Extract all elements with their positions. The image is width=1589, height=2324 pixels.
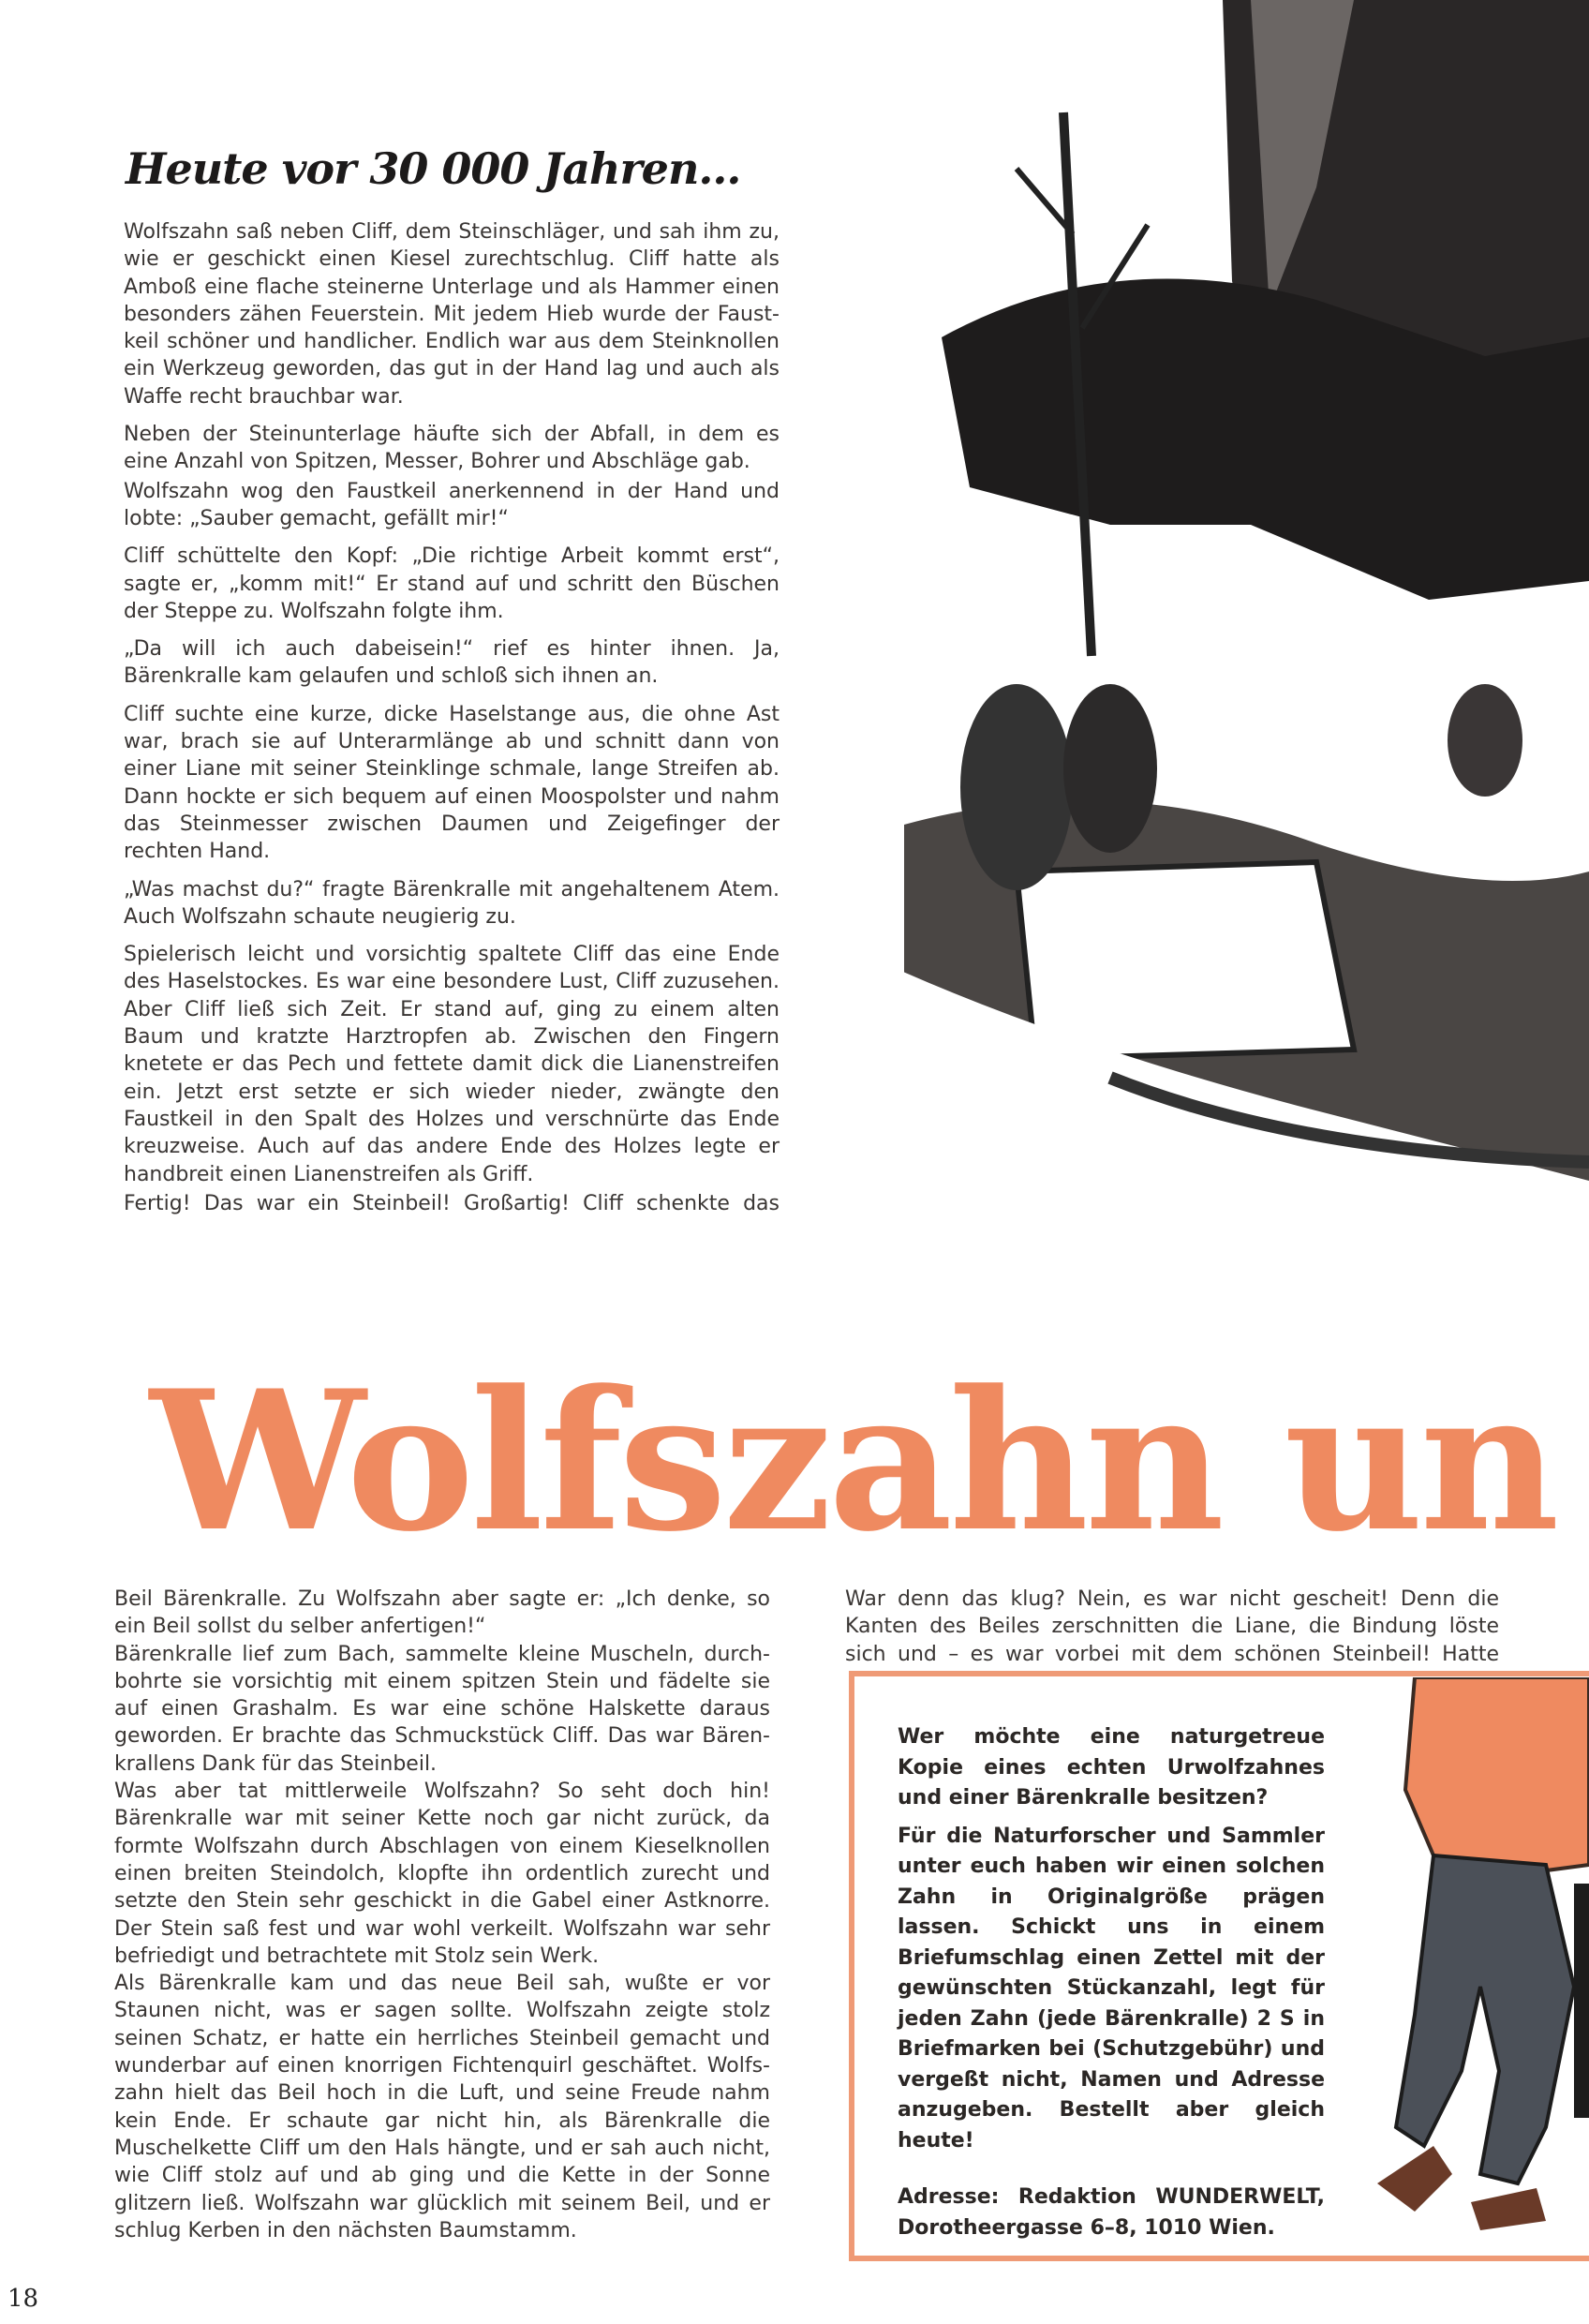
stone-age-illustration bbox=[829, 0, 1589, 1260]
paragraph: Bärenkralle lief zum Bach, sammelte kleine Muscheln, durchbohrte sie vorsichtig mit einem spitzen Stein und fädelte sie auf einen Grashalm. Es war eine schöne Halskette daraus geworden. Er brachte das Schmuckstück Cliff. Das war Bärenkrallens Dank für das Steinbeil. bbox=[114, 1642, 770, 1776]
story-headline: Wolfszahn un bbox=[150, 1349, 1556, 1574]
paragraph: Cliff suchte eine kurze, dicke Haselstange aus, die ohne Ast war, brach sie auf Unterarmlänge ab und schnitt dann von einer Liane mit seiner Steinklinge schmale, lange Streifen ab. Dann hockte er sich bequem auf einen Moospolster und nahm das Steinmesser zwischen Daumen und Zeigefinger der rechten Hand. bbox=[124, 702, 780, 864]
paragraph: Cliff schüttelte den Kopf: „Die richtige Arbeit kommt erst“, sagte er, „komm mit!“ Er stand auf und schritt den Büschen der Steppe zu. Wolfszahn folgte ihm. bbox=[124, 544, 780, 623]
paragraph: „Da will ich auch dabeisein!“ rief es hinter ihnen. Ja, Bärenkralle kam gelaufen und schloß sich ihnen an. bbox=[124, 637, 780, 689]
story-column-3 bbox=[845, 1586, 1499, 1668]
paragraph: War denn das klug? Nein, es war nicht gescheit! Denn die Kanten des Beiles zerschnitten die Liane, die Bindung löste sich und – es war vorbei mit dem schönen Steinbeil! Hatte bbox=[845, 1587, 1499, 1666]
walking-figure-illustration bbox=[1359, 1677, 1589, 2258]
offer-address: Adresse: Redaktion WUNDERWELT, Dorotheergasse 6–8, 1010 Wien. bbox=[898, 2185, 1325, 2240]
paragraph: Spielerisch leicht und vorsichtig spaltete Cliff das eine Ende des Haselstockes. Es war eine besondere Lust, Cliff zuzusehen. Aber Cliff ließ sich Zeit. Er stand auf, ging zu einem alten Baum und kratzte Harztropfen ab. Zwischen den Fingern knetete er das Pech und fettete damit dick die Lianenstreifen ein. Jetzt erst setzte er sich wieder nieder, zwängte den Faustkeil in den Spalt des Holzes und verschnürte das Ende kreuzweise. Auch auf das andere Ende des Holzes legte er handbreit einen Lianenstreifen als Griff. bbox=[124, 943, 780, 1186]
story-column-1 bbox=[124, 218, 780, 1228]
paragraph: Was aber tat mittlerweile Wolfszahn? So seht doch hin! Bärenkralle war mit seiner Kette noch gar nicht zurück, da formte Wolfszahn durch Abschlagen von einem Kieselknollen einen breiten Steindolch, klopfte ihn ordentlich zurecht und setzte den Stein sehr geschickt in die Gabel einer Astknorre. Der Stein saß fest und war wohl verkeilt. Wolfszahn war sehr befriedigt und betrachtete mit Stolz sein Werk. bbox=[114, 1780, 770, 1968]
offer-text bbox=[898, 1722, 1325, 2251]
paragraph: Als Bärenkralle kam und das neue Beil sah, wußte er vor Staunen nicht, was er sagen sollte. Wolfszahn zeigte stolz seinen Schatz, er hatte ein herrliches Steinbeil gemacht und wunderbar auf einen knorrigen Fichtenquirl geschäftet. Wolfszahn hielt das Beil hoch in die Luft, und seine Freude nahm kein Ende. Er schaute gar nicht hin, als Bärenkralle die Muschelkette Cliff um den Hals hängte, und er sah auch nicht, wie Cliff stolz auf und ab ging und die Kette in der Sonne glitzern ließ. Wolfszahn war glücklich mit seinem Beil, und er schlug Kerben in den nächsten Baumstamm. bbox=[114, 1972, 770, 2242]
paragraph: Wolfszahn wog den Faustkeil anerkennend in der Hand und lobte: „Sauber gemacht, gefällt mir!“ bbox=[124, 479, 780, 530]
paragraph: „Was machst du?“ fragte Bärenkralle mit angehaltenem Atem. Auch Wolfszahn schaute neugierig zu. bbox=[124, 877, 780, 929]
page-title: Heute vor 30 000 Jahren... bbox=[126, 142, 741, 194]
paragraph: Fertig! Das war ein Steinbeil! Großartig! Cliff schenkte das bbox=[124, 1191, 780, 1215]
offer-question: Wer möchte eine naturgetreue Kopie eines echten Urwolfzahnes und einer Bärenkralle besitzen? bbox=[898, 1725, 1325, 1810]
offer-details: Für die Naturforscher und Sammler unter euch haben wir einen solchen Zahn in Originalgröße prägen lassen. Schickt uns in einem Briefumschlag einen Zettel mit der gewünschten Stückanzahl, legt für jeden Zahn (jede Bärenkralle) 2 S in Briefmarken bei (Schutzgebühr) und vergeßt nicht, Namen und Adresse anzugeben. Bestellt aber gleich heute! bbox=[898, 1824, 1325, 2153]
story-column-2 bbox=[114, 1586, 770, 2244]
page-number: 18 bbox=[7, 2285, 39, 2313]
paragraph: Neben der Steinunterlage häufte sich der Abfall, in dem es eine Anzahl von Spitzen, Messer, Bohrer und Abschläge gab. bbox=[124, 423, 780, 474]
paragraph: Wolfszahn saß neben Cliff, dem Steinschläger, und sah ihm zu, wie er geschickt einen Kiesel zurechtschlug. Cliff hatte als Amboß eine flache steinerne Unterlage und als Hammer einen besonders zähen Feuerstein. Mit jedem Hieb wurde der Faustkeil schöner und handlicher. Endlich war aus dem Steinknollen ein Werkzeug geworden, das gut in der Hand lag und auch als Waffe recht brauchbar war. bbox=[124, 220, 780, 409]
paragraph: Beil Bärenkralle. Zu Wolfszahn aber sagte er: „Ich denke, so ein Beil sollst du selber anfertigen!“ bbox=[114, 1587, 770, 1639]
